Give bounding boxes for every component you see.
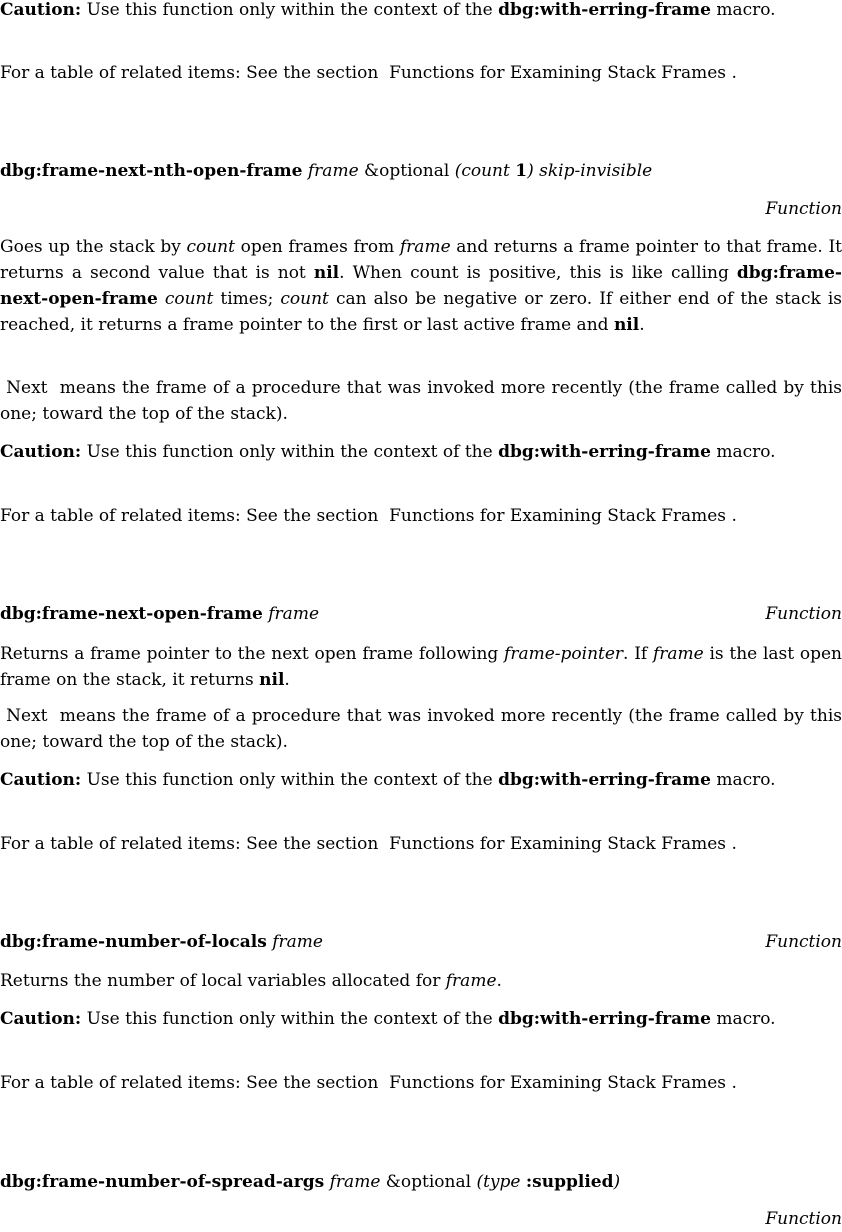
caution-macro: dbg:with-erring-frame	[498, 1009, 711, 1029]
function-description: Returns the number of local variables allocated for frame.	[0, 971, 502, 991]
caution-label: Caution:	[0, 770, 82, 790]
optional-arg-open: (count	[454, 161, 510, 181]
related-items-text: For a table of related items: See the section Functions for Examining Stack Frames .	[0, 1073, 737, 1093]
caution-tail: macro.	[710, 0, 776, 20]
caution-note: Caution: Use this function only within the context of the dbg:with-erring-frame macro.	[0, 442, 776, 462]
related-items-text: For a table of related items: See the section Functions for Examining Stack Frames .	[0, 834, 737, 854]
function-name: dbg:frame-number-of-locals	[0, 932, 267, 952]
caution-macro: dbg:with-erring-frame	[498, 0, 711, 20]
next-definition-text: Next means the frame of a procedure that was invoked more recently (the frame called by this one; toward the top of the stack).	[0, 378, 842, 424]
caution-note: Caution: Use this function only within the context of the dbg:with-erring-frame macro.	[0, 1009, 776, 1029]
function-signature	[0, 1169, 842, 1195]
caution-label: Caution:	[0, 1009, 82, 1029]
optional-arg-close: )	[613, 1172, 621, 1192]
arg-frame: frame	[307, 161, 359, 181]
entry-type-label: Function	[765, 604, 842, 624]
optional-keyword: &optional	[385, 1172, 472, 1192]
caution-label: Caution:	[0, 0, 82, 20]
caution-label: Caution:	[0, 442, 82, 462]
optional-arg-close: )	[527, 161, 534, 181]
function-name: dbg:frame-next-nth-open-frame	[0, 161, 303, 181]
function-signature	[0, 929, 842, 955]
caution-macro: dbg:with-erring-frame	[498, 770, 711, 790]
function-description: Goes up the stack by count open frames from frame and returns a frame pointer to that frame. It returns a second value that is not nil. When count is positive, this is like calling dbg:frame-next-open-frame count times; count can also be negative or zero. If either end of the stack is reached, it returns a frame pointer to the first or last active frame and nil.	[0, 237, 842, 335]
caution-text: Use this function only within the context of the	[81, 0, 499, 20]
function-name: dbg:frame-number-of-spread-args	[0, 1172, 325, 1192]
entry-type-label: Function	[765, 199, 842, 219]
caution-note: Caution: Use this function only within the context of the dbg:with-erring-frame macro.	[0, 770, 776, 790]
entry-type-label: Function	[765, 1209, 842, 1229]
function-description: Returns a frame pointer to the next open frame following frame-pointer. If frame is the last open frame on the stack, it returns nil.	[0, 644, 842, 690]
function-signature	[0, 158, 842, 184]
entry-type-label: Function	[765, 932, 842, 952]
related-items-text: For a table of related items: See the section Functions for Examining Stack Frames .	[0, 63, 737, 83]
function-signature	[0, 601, 842, 627]
arg-frame: frame	[329, 1172, 381, 1192]
arg-frame: frame	[272, 932, 323, 952]
caution-note	[0, 0, 842, 23]
arg-frame: frame	[268, 604, 319, 624]
optional-arg-default: 1	[515, 161, 528, 181]
related-items-text: For a table of related items: See the section Functions for Examining Stack Frames .	[0, 506, 737, 526]
optional-keyword: &optional	[364, 161, 450, 181]
optional-arg-default: :supplied	[525, 1172, 614, 1192]
arg-skip-invisible: skip-invisible	[539, 161, 653, 181]
next-definition-text: Next means the frame of a procedure that was invoked more recently (the frame called by this one; toward the top of the stack).	[0, 706, 842, 752]
optional-arg-open: (type	[476, 1172, 521, 1192]
function-name: dbg:frame-next-open-frame	[0, 604, 263, 624]
caution-macro: dbg:with-erring-frame	[498, 442, 711, 462]
